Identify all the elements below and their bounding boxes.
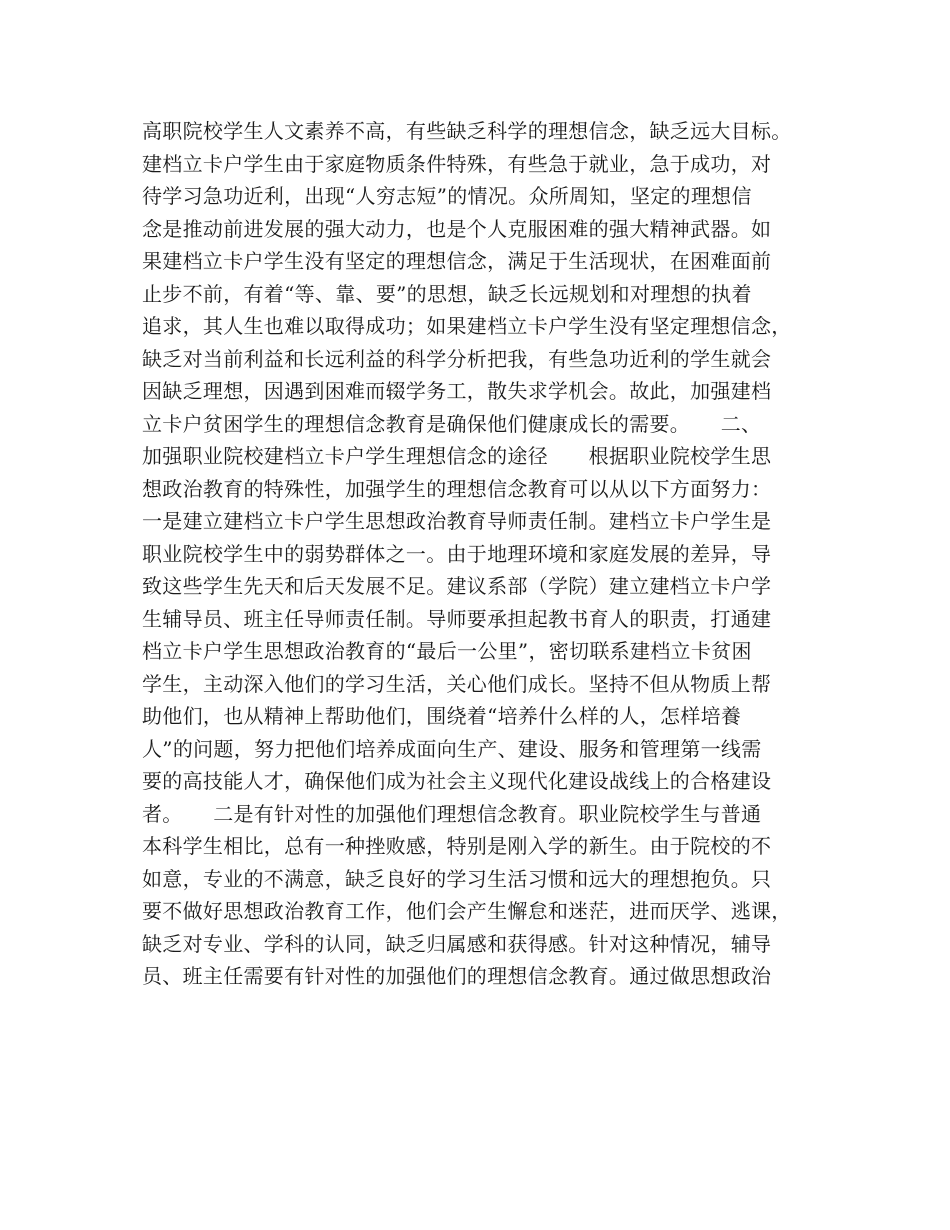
text-line: 档立卡户学生思想政治教育的“最后一公里”，密切联系建档立卡贫困: [142, 639, 752, 663]
text-line: 高职院校学生人文素养不高，有些缺乏科学的理想信念，缺乏远大目标。: [142, 119, 792, 143]
text-line: 要不做好思想政治教育工作，他们会产生懈怠和迷茫，进而厌学、逃课，: [142, 899, 792, 923]
text-line: 职业院校学生中的弱势群体之一。由于地理环境和家庭发展的差异，导: [142, 541, 772, 566]
text-line: 致这些学生先天和后天发展不足。建议系部（学院）建立建档立卡户学: [142, 574, 772, 598]
body-text: [142, 115, 832, 993]
text-line: 追求，其人生也难以取得成功；如果建档立卡户学生没有坚定理想信念，: [142, 314, 792, 338]
text-line: 想政治教育的特殊性，加强学生的理想信念教育可以从以下方面努力：: [142, 476, 772, 501]
text-line: 止步不前，有着“等、靠、要”的思想，缺乏长远规划和对理想的执着: [142, 281, 752, 306]
text-line: 助他们，也从精神上帮助他们，围绕着“培养什么样的人，怎样培養: [142, 704, 742, 728]
text-line: 本科学生相比，总有一种挫败感，特别是刚入学的新生。由于院校的不: [142, 834, 772, 858]
text-line: 待学习急功近利，出现“人穷志短”的情况。众所周知，坚定的理想信: [142, 184, 752, 208]
text-line: 要的高技能人才，确保他们成为社会主义现代化建设战线上的合格建设: [142, 769, 772, 793]
text-line: 一是建立建档立卡户学生思想政治教育导师责任制。建档立卡户学生是: [142, 509, 772, 533]
text-line: 念是推动前进发展的强大动力，也是个人克服困难的强大精神武器。如: [142, 216, 772, 241]
text-line: 因缺乏理想，因遇到困难而辍学务工，散失求学机会。故此，加强建档: [142, 379, 772, 403]
text-line: 加强职业院校建档立卡户学生理想信念的途径 根据职业院校学生思: [142, 444, 772, 468]
text-line: 果建档立卡户学生没有坚定的理想信念，满足于生活现状，在困难面前: [142, 249, 772, 273]
text-line: 员、班主任需要有针对性的加强他们的理想信念教育。通过做思想政治: [142, 964, 772, 988]
text-line: 立卡户贫困学生的理想信念教育是确保他们健康成长的需要。 二、: [142, 411, 762, 436]
text-line: 人”的问题，努力把他们培养成面向生产、建设、服务和管理第一线需: [142, 736, 762, 761]
text-line: 如意，专业的不满意，缺乏良好的学习生活习惯和远大的理想抱负。只: [142, 866, 772, 891]
text-line: 缺乏对专业、学科的认同，缺乏归属感和获得感。针对这种情况，辅导: [142, 931, 772, 956]
text-line: 学生，主动深入他们的学习生活，关心他们成长。坚持不但从物质上帮: [142, 671, 772, 696]
text-line: 者。 二是有针对性的加强他们理想信念教育。职业院校学生与普通: [142, 801, 762, 826]
text-line: 建档立卡户学生由于家庭物质条件特殊，有些急于就业，急于成功，对: [142, 151, 772, 176]
text-line: 缺乏对当前利益和长远利益的科学分析把我，有些急功近利的学生就会: [142, 346, 772, 371]
text-line: 生辅导员、班主任导师责任制。导师要承担起教书育人的职责，打通建: [142, 606, 772, 631]
